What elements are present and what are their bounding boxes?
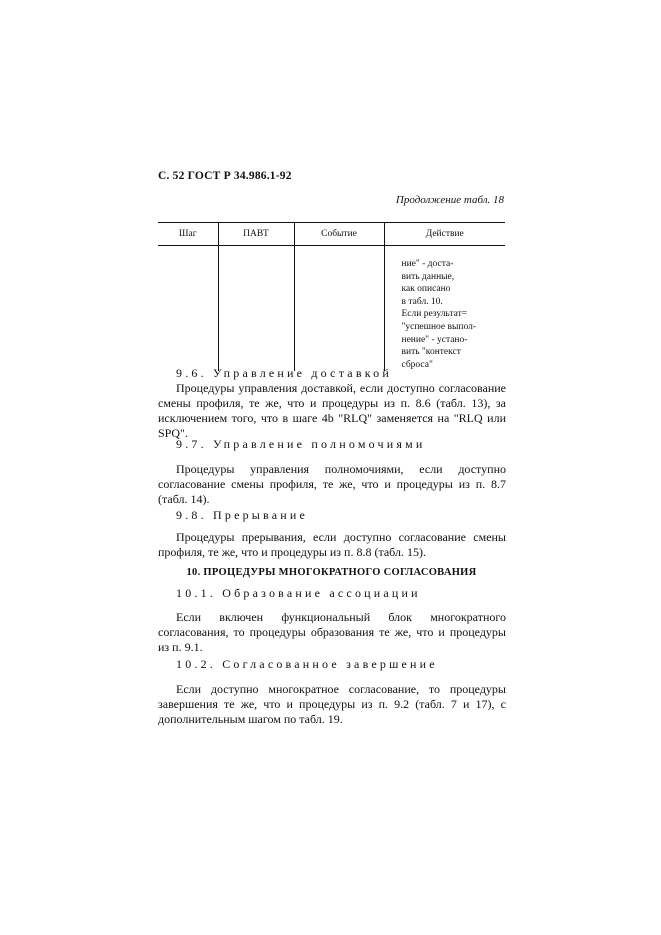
section-9-7-title: 9.7. Управление полномочиями: [176, 437, 426, 451]
section-9-6-text: Процедуры управления доставкой, если доступно согласование смены профиля, те же, что и процедуры из п. 8.6 (табл. 13), за исключением того, что в шаге 4b "RLQ" заменяется на "RLQ или SPQ".: [158, 381, 506, 440]
cell-pavt: [218, 246, 294, 372]
section-10-1-title: 10.1. Образование ассоциации: [176, 586, 421, 600]
section-9-8-text: Процедуры прерывания, если доступно согласование смены профиля, те же, что и процедуры из п. 8.8 (табл. 15).: [158, 530, 506, 559]
section-10-2-text: Если доступно многократное согласование, то процедуры завершения те же, что и процедуры из п. 9.2 (табл. 7 и 17), с дополнительным шагом по табл. 19.: [158, 682, 506, 726]
section-9-7-text: Процедуры управления полномочиями, если доступно согласование смены профиля, те же, что и процедуры из п. 8.7 (табл. 14).: [158, 462, 506, 506]
section-10-2-title: 10.2. Согласованное завершение: [176, 657, 438, 671]
table-header-row: [158, 223, 505, 246]
cell-action: [384, 246, 505, 372]
cell-event: [294, 246, 384, 372]
header-step: Шаг: [158, 223, 218, 246]
header-action: Действие: [384, 223, 505, 246]
section-9-8-title: 9.8. Прерывание: [176, 508, 309, 522]
page-header: С. 52 ГОСТ Р 34.986.1-92: [158, 170, 292, 182]
cell-step: [158, 246, 218, 372]
table-continuation-label: Продолжение табл. 18: [395, 194, 504, 206]
table-row: [158, 246, 505, 372]
section-9-6-title: 9.6. Управление доставкой: [176, 366, 392, 380]
header-pavt: ПАВТ: [218, 223, 294, 246]
section-10-1-text: Если включен функциональный блок многократного согласования, то процедуры образования те же, что и процедуры из п. 9.1.: [158, 610, 506, 654]
header-event: Событие: [294, 223, 384, 246]
steps-table: [158, 222, 505, 371]
chapter-10-title: 10. ПРОЦЕДУРЫ МНОГОКРАТНОГО СОГЛАСОВАНИЯ: [186, 567, 477, 578]
action-text: ние" - доста- вить данные, как описано в табл. 10. Если результат= "успешное выпол- нение" - устано- вить "контекст сброса": [401, 259, 476, 370]
